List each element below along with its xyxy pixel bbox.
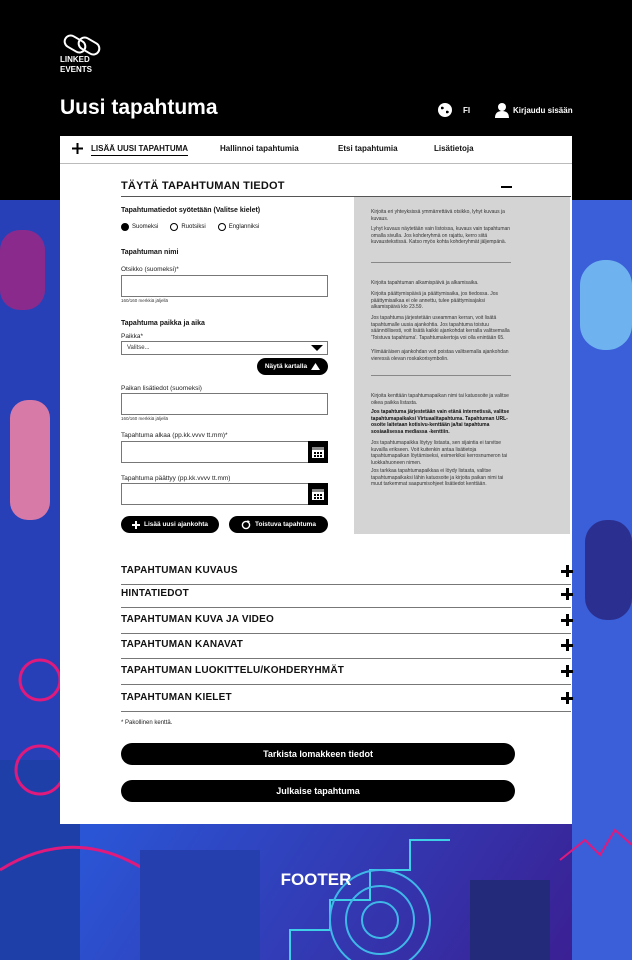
help-text: Lyhyt kuvaus näytetään vain listoissa, kuvaus vain tapahtuman omalla sivulla. Jos kohderyhmä on rajattu, kerro siitä kuvaustekstissä. Katso myös kohta kohderyhmät jäljempänä. — [371, 226, 511, 245]
name-heading: Tapahtuman nimi — [121, 249, 179, 256]
help-text: Jos tarkkaa tapahtumapaikkaa ei löydy listasta, valitse tapahtumapaikaksi lähin katuosoite ja kirjoita paikan nimi tai muut tarkemmat saapumisohjeet lisätiedot kenttään. — [371, 468, 504, 487]
accordion-title: TAPAHTUMAN KANAVAT — [121, 639, 244, 650]
main-card — [60, 136, 572, 824]
start-calendar-button[interactable] — [308, 441, 328, 463]
logo-line-1: LINKED — [60, 55, 90, 64]
help-text: Kirjoita päättymispäivä ja päättymisaika, jos tiedossa. Jos päättymisaikaa ei ole annettu, tulee päättymisajaksi alkamispäivä klo 23.59. — [371, 291, 499, 310]
globe-icon — [437, 102, 453, 118]
top-navigation — [60, 136, 572, 164]
place-extra-label: Paikan lisätiedot (suomeksi) — [121, 385, 202, 392]
check-form-button[interactable]: Tarkista lomakkeen tiedot — [121, 743, 515, 765]
login-button[interactable] — [494, 102, 573, 118]
accordion-title: TAPAHTUMAN KUVA JA VIDEO — [121, 614, 274, 625]
accordion-title: TAPAHTUMAN KIELET — [121, 692, 232, 703]
end-label: Tapahtuma päättyy (pp.kk.vvvv tt.mm) — [121, 475, 231, 482]
expand-plus-icon[interactable] — [561, 665, 573, 677]
user-icon — [494, 102, 510, 118]
help-text-bold — [371, 409, 511, 435]
calendar-icon — [311, 445, 325, 459]
language-selector[interactable] — [437, 102, 470, 118]
recurring-event-button[interactable] — [229, 516, 328, 533]
calendar-icon — [311, 487, 325, 501]
title-input[interactable] — [121, 275, 328, 297]
place-select[interactable] — [121, 341, 328, 355]
language-heading: Tapahtumatiedot syötetään (Valitse kielet) — [121, 207, 261, 214]
nav-add-event[interactable]: LISÄÄ UUSI TAPAHTUMA — [91, 144, 188, 156]
expand-plus-icon[interactable] — [561, 639, 573, 651]
help-text: Kirjoita tapahtuman alkamispäivä ja alkamisaika. — [371, 280, 479, 286]
radio-label: Suomeksi — [132, 224, 159, 230]
logo-text — [60, 55, 92, 75]
expand-plus-icon[interactable] — [561, 588, 573, 600]
add-time-button[interactable] — [121, 516, 219, 533]
add-time-label: Lisää uusi ajankohta — [144, 521, 208, 528]
logo-line-2: EVENTS — [60, 65, 93, 74]
help-text: Jos tapahtuma järjestetään useamman kerran, voit lisätä tapahtumalle uusia ajankohtia. Jos tapahtuma toistuu säännöllisesti, voit lisätä kaikki ajankohdat kerralla valitsemalla 'Toistuva tapahtuma'. Tapahtumakertoja voi olla enintään 65. — [371, 315, 510, 341]
language-radio-group — [121, 223, 259, 231]
accordion-image-video[interactable] — [121, 608, 571, 634]
plus-icon — [132, 521, 140, 529]
help-text: Jos tapahtumapaikka löytyy listasta, sen sijaintia ei tarvitse kuvailla erikseen. Voit kuitenkin antaa lisätietoja tapahtumapaikan löytämiseksi, esimerkiksi kerrosnumeron tai luokkahuoneen nimen. — [371, 440, 508, 466]
radio-label: Ruotsiksi — [181, 224, 206, 230]
place-extra-input[interactable] — [121, 393, 328, 415]
end-calendar-button[interactable] — [308, 483, 328, 505]
nav-more-info[interactable]: Lisätietoja — [434, 144, 474, 153]
expand-plus-icon[interactable] — [561, 614, 573, 626]
chevron-up-icon — [311, 363, 320, 370]
radio-english[interactable] — [218, 223, 260, 231]
collapse-icon[interactable] — [501, 186, 512, 188]
publish-button[interactable]: Julkaise tapahtuma — [121, 780, 515, 802]
radio-swedish[interactable] — [170, 223, 205, 231]
start-datetime-input[interactable] — [121, 441, 328, 463]
accordion-classification[interactable] — [121, 659, 571, 685]
nav-search-events[interactable]: Etsi tapahtumia — [338, 144, 398, 153]
help-divider — [371, 375, 511, 376]
place-extra-counter: 160/160 merkkiä jäljellä — [121, 416, 169, 421]
show-on-map-label: Näytä kartalla — [264, 363, 308, 370]
nav-manage-events[interactable]: Hallinnoi tapahtumia — [220, 144, 299, 153]
plus-icon — [72, 143, 83, 154]
section-title: TÄYTÄ TAPAHTUMAN TIEDOT — [121, 180, 285, 192]
help-panel — [354, 197, 570, 534]
accordion-languages[interactable] — [121, 686, 571, 712]
title-counter: 160/160 merkkiä jäljellä — [121, 298, 169, 303]
place-select-value: Valitse... — [127, 345, 150, 351]
radio-dot-selected — [121, 223, 129, 231]
end-datetime-input[interactable] — [121, 483, 328, 505]
start-label: Tapahtuma alkaa (pp.kk.vvvv tt.mm)* — [121, 432, 228, 439]
radio-finnish[interactable] — [121, 223, 158, 231]
show-on-map-button[interactable] — [257, 358, 328, 375]
help-text: Kirjoita kenttään tapahtumapaikan nimi tai katuosoite ja valitse oikea paikka listasta. — [371, 393, 509, 406]
accordion-title: HINTATIEDOT — [121, 588, 189, 599]
help-bold-text: Jos tapahtuma järjestetään vain etänä internetissä, valitse tapahtumapaikaksi Virtuaalitapahtuma. Tapahtuman URL-osoite laitetaan kotisivu-kenttään ja/tai tapahtuma sosiaalisessa mediassa -kenttiin. — [371, 409, 510, 435]
required-note: * Pakollinen kenttä. — [121, 720, 173, 726]
radio-dot — [218, 223, 226, 231]
language-label: FI — [463, 105, 471, 115]
help-divider — [371, 262, 511, 263]
accordion-channels[interactable] — [121, 633, 571, 659]
page-title: Uusi tapahtuma — [60, 96, 218, 119]
place-heading: Tapahtuma paikka ja aika — [121, 320, 205, 327]
radio-dot — [170, 223, 178, 231]
repeat-icon — [241, 520, 251, 530]
accordion-title: TAPAHTUMAN KUVAUS — [121, 565, 238, 576]
help-text: Ylimääräisen ajankohdan voit poistaa valitsemalla ajankohdan vieressä olevan roskakorisymbolin. — [371, 349, 509, 362]
help-text: Kirjoita eri yhteyksissä ymmärrettävä otsikko, lyhyt kuvaus ja kuvaus. — [371, 209, 505, 222]
expand-plus-icon[interactable] — [561, 692, 573, 704]
login-label: Kirjaudu sisään — [513, 105, 573, 115]
place-label: Paikka* — [121, 333, 144, 340]
title-label: Otsikko (suomeksi)* — [121, 266, 179, 273]
accordion-pricing[interactable] — [121, 582, 571, 608]
accordion-title: TAPAHTUMAN LUOKITTELU/KOHDERYHMÄT — [121, 665, 345, 676]
chevron-down-icon — [311, 345, 323, 351]
recurring-label: Toistuva tapahtuma — [255, 521, 316, 528]
radio-label: Englanniksi — [228, 224, 260, 230]
footer: FOOTER — [280, 870, 352, 889]
expand-plus-icon[interactable] — [561, 565, 573, 577]
